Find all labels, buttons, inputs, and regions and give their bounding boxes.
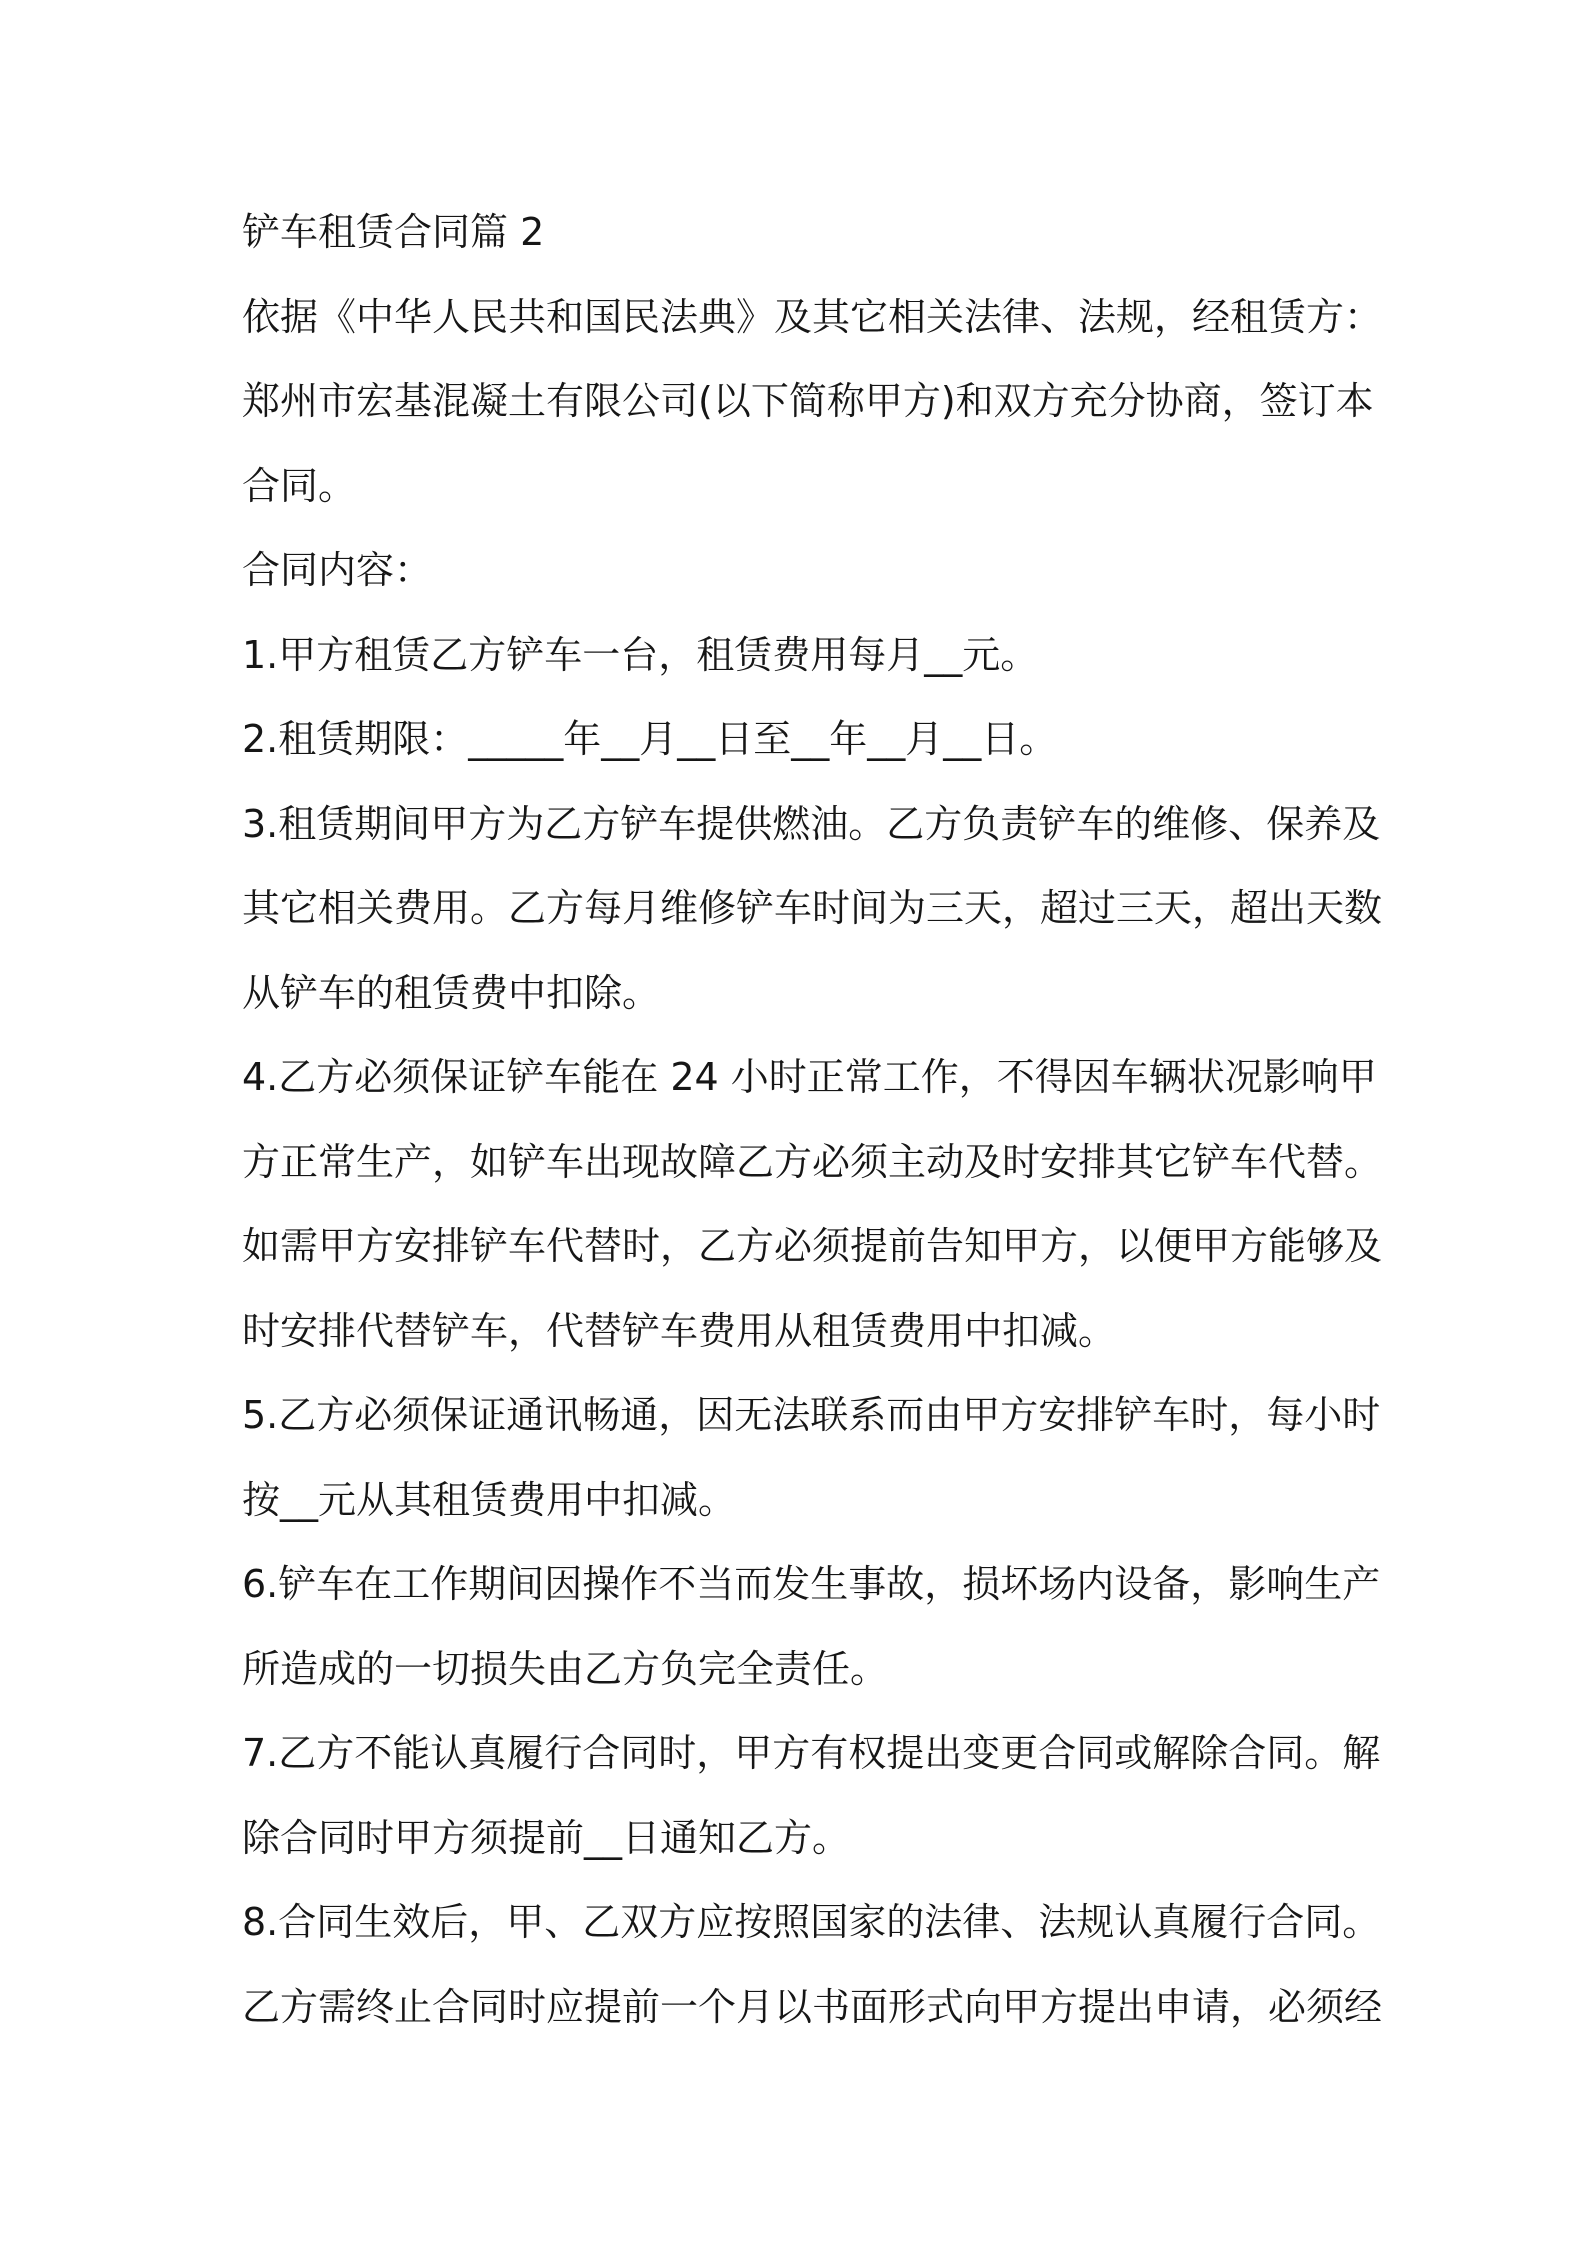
text-line: 时安排代替铲车，代替铲车费用从租赁费用中扣减。 bbox=[242, 1308, 1117, 1353]
text-line: 郑州市宏基混凝土有限公司(以下简称甲方)和双方充分协商，签订本 bbox=[242, 379, 1374, 423]
text-line: 7.乙方不能认真履行合同时，甲方有权提出变更合同或解除合同。解 bbox=[242, 1731, 1381, 1775]
text-line: 2.租赁期限：_____年__月__日至__年__月__日。 bbox=[242, 717, 1058, 761]
text-line: 4.乙方必须保证铲车能在 24 小时正常工作，不得因车辆状况影响甲 bbox=[242, 1055, 1377, 1099]
text-line: 合同内容： bbox=[242, 548, 433, 592]
text-line: 6.铲车在工作期间因操作不当而发生事故，损坏场内设备，影响生产 bbox=[242, 1562, 1381, 1606]
text-line: 5.乙方必须保证通讯畅通，因无法联系而由甲方安排铲车时，每小时 bbox=[242, 1393, 1381, 1437]
text-line: 合同。 bbox=[242, 463, 357, 508]
text-line: 除合同时甲方须提前__日通知乙方。 bbox=[242, 1815, 851, 1860]
text-line: 依据《中华人民共和国民法典》及其它相关法律、法规，经租赁方： bbox=[242, 294, 1383, 339]
text-line: 从铲车的租赁费中扣除。 bbox=[242, 970, 661, 1015]
text-line: 方正常生产，如铲车出现故障乙方必须主动及时安排其它铲车代替。 bbox=[242, 1139, 1383, 1184]
text-line: 按__元从其租赁费用中扣减。 bbox=[242, 1477, 737, 1522]
section-title: 铲车租赁合同篇 2 bbox=[242, 210, 545, 254]
text-line: 3.租赁期间甲方为乙方铲车提供燃油。乙方负责铲车的维修、保养及 bbox=[242, 801, 1381, 846]
text-line: 其它相关费用。乙方每月维修铲车时间为三天，超过三天，超出天数 bbox=[242, 886, 1383, 930]
text-line: 乙方需终止合同时应提前一个月以书面形式向甲方提出申请，必须经 bbox=[242, 1984, 1383, 2029]
text-line: 1.甲方租赁乙方铲车一台，租赁费用每月__元。 bbox=[242, 632, 1039, 677]
text-line: 所造成的一切损失由乙方负完全责任。 bbox=[242, 1646, 889, 1691]
contract-body bbox=[242, 190, 1383, 2049]
text-line: 8.合同生效后，甲、乙双方应按照国家的法律、法规认真履行合同。 bbox=[242, 1900, 1381, 1944]
text-line: 如需甲方安排铲车代替时，乙方必须提前告知甲方，以便甲方能够及 bbox=[242, 1224, 1383, 1268]
